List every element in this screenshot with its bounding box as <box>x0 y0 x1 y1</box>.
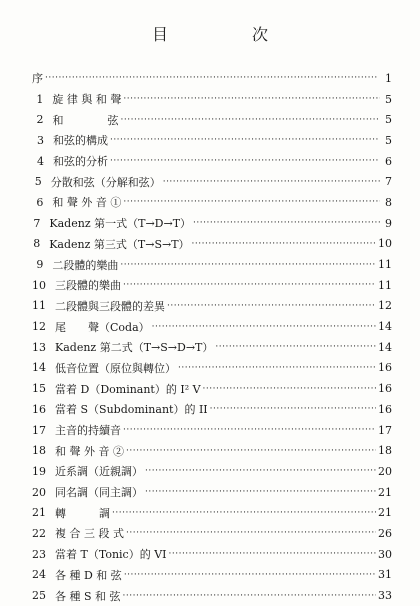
leader-dots <box>203 384 376 394</box>
entry-page: 31 <box>378 568 392 582</box>
toc-entry <box>32 523 392 544</box>
leader-dots <box>145 487 376 497</box>
toc-entry <box>32 130 392 151</box>
leader-dots <box>123 197 379 207</box>
leader-dots <box>120 260 376 270</box>
toc-entry <box>32 461 392 482</box>
leader-dots <box>215 342 376 352</box>
toc-entry <box>32 420 392 441</box>
entry-title: 和 聲 外 音 ① <box>52 196 122 210</box>
entry-page: 33 <box>378 589 392 603</box>
entry-number: 1 <box>36 92 44 106</box>
entry-title: 複 合 三 段 式 <box>55 527 124 541</box>
leader-dots <box>167 301 376 311</box>
entry-page: 20 <box>378 464 392 478</box>
entry-title: 近系調（近親調） <box>55 465 143 479</box>
toc-entry <box>32 109 392 130</box>
leader-dots <box>210 404 376 414</box>
leader-dots <box>152 322 376 332</box>
toc-entry <box>32 254 392 275</box>
entry-number: 20 <box>32 485 46 499</box>
entry-page: 1 <box>385 71 392 85</box>
entry-title: 分散和弦（分解和弦） <box>50 175 161 189</box>
leader-dots <box>123 94 379 104</box>
leader-dots <box>123 425 376 435</box>
entry-number: 12 <box>32 320 46 334</box>
entry-title: 二段體的樂曲 <box>52 258 119 272</box>
entry-page: 10 <box>378 237 392 251</box>
toc-entry <box>32 585 392 606</box>
entry-title: 和 弦 <box>52 113 119 127</box>
leader-dots <box>126 528 376 538</box>
toc-entry <box>32 275 392 296</box>
leader-dots <box>110 156 379 166</box>
entry-page: 9 <box>384 216 392 230</box>
entry-page: 26 <box>378 526 392 540</box>
leader-dots <box>126 446 376 456</box>
entry-page: 5 <box>385 92 393 106</box>
toc-entry <box>32 296 392 317</box>
toc-entry <box>32 482 392 503</box>
entry-title: Kadenz 第二式（T→S→D→T） <box>55 341 214 355</box>
entry-number: 7 <box>33 216 41 230</box>
entry-number: 10 <box>32 278 46 292</box>
entry-title: 和弦的構成 <box>52 134 108 148</box>
entry-title: 二段體與三段體的差異 <box>55 299 165 313</box>
entry-page: 17 <box>378 423 392 437</box>
toc-entry <box>32 316 392 337</box>
entry-number: 25 <box>32 589 46 603</box>
entry-title: 旋 律 與 和 聲 <box>52 93 122 107</box>
entry-title: 各 種 S 和 弦 <box>55 589 121 603</box>
entry-number: 22 <box>32 526 46 540</box>
entry-title: 同名調（同主調） <box>55 486 143 500</box>
entry-number: 2 <box>36 113 44 127</box>
toc-entry <box>32 502 392 523</box>
toc-entry <box>32 171 392 192</box>
toc-entry <box>32 234 392 255</box>
entry-page: 5 <box>385 113 393 127</box>
leader-dots <box>192 239 376 249</box>
entry-title: 序 <box>32 72 43 86</box>
entry-page: 11 <box>378 258 392 272</box>
toc-list <box>32 68 392 606</box>
leader-dots <box>123 280 376 290</box>
entry-page: 18 <box>378 444 392 458</box>
toc-entry <box>32 68 392 89</box>
entry-title: 轉 調 <box>55 506 110 520</box>
entry-title: Kadenz 第一式（T→D→T） <box>49 217 192 231</box>
entry-page: 16 <box>378 402 392 416</box>
entry-page: 16 <box>378 382 392 396</box>
entry-number: 21 <box>32 506 46 520</box>
leader-dots <box>169 549 377 559</box>
entry-page: 30 <box>378 547 392 561</box>
entry-title: 主音的持續音 <box>55 424 121 438</box>
toc-entry <box>32 213 392 234</box>
entry-page: 11 <box>378 278 392 292</box>
entry-number: 8 <box>33 237 41 251</box>
entry-title: 各 種 D 和 弦 <box>55 568 122 582</box>
entry-title: 當着 D（Dominant）的 I² V <box>55 382 201 396</box>
entry-number: 15 <box>32 382 46 396</box>
entry-number: 16 <box>32 402 46 416</box>
entry-number: 23 <box>32 547 46 561</box>
entry-number: 13 <box>32 340 46 354</box>
entry-number: 11 <box>32 299 46 313</box>
entry-title: 和 聲 外 音 ② <box>55 444 124 458</box>
entry-number: 17 <box>32 423 46 437</box>
entry-page: 6 <box>385 154 392 168</box>
entry-title: 尾 聲（Coda） <box>55 320 150 334</box>
entry-title: 當着 T（Tonic）的 VI <box>55 548 167 562</box>
entry-page: 14 <box>378 340 392 354</box>
entry-number: 5 <box>34 175 42 189</box>
toc-entry <box>32 399 392 420</box>
entry-number: 9 <box>36 258 44 272</box>
toc-entry <box>32 151 392 172</box>
toc-entry <box>32 440 392 461</box>
entry-page: 16 <box>378 361 392 375</box>
entry-title: Kadenz 第三式（T→S→T） <box>49 237 190 251</box>
entry-number: 19 <box>32 464 46 478</box>
toc-entry <box>32 337 392 358</box>
toc-entry <box>32 89 392 110</box>
entry-title: 三段體的樂曲 <box>55 279 121 293</box>
toc-entry <box>32 544 392 565</box>
entry-number: 18 <box>32 444 46 458</box>
entry-page: 5 <box>385 133 392 147</box>
entry-number: 4 <box>36 154 44 168</box>
entry-page: 8 <box>385 195 393 209</box>
entry-title: 當着 S（Subdominant）的 II <box>55 403 208 417</box>
leader-dots <box>112 508 376 518</box>
entry-page: 21 <box>378 485 392 499</box>
entry-page: 21 <box>378 506 392 520</box>
toc-entry <box>32 378 392 399</box>
entry-number: 6 <box>36 195 44 209</box>
page-title: 目 次 <box>151 25 302 44</box>
entry-number: 24 <box>32 568 46 582</box>
toc-entry <box>32 358 392 379</box>
leader-dots <box>193 218 382 228</box>
entry-title: 低音位置（原位與轉位） <box>55 361 176 375</box>
leader-dots <box>45 73 377 83</box>
leader-dots <box>145 466 376 476</box>
toc-entry <box>32 192 392 213</box>
leader-dots <box>163 177 382 187</box>
entry-page: 7 <box>385 175 392 189</box>
entry-page: 12 <box>378 299 392 313</box>
leader-dots <box>121 115 380 125</box>
entry-number: 14 <box>32 361 46 375</box>
leader-dots <box>178 363 376 373</box>
leader-dots <box>123 591 376 601</box>
leader-dots <box>110 135 379 145</box>
entry-page: 14 <box>378 320 392 334</box>
entry-title: 和弦的分析 <box>52 155 108 169</box>
entry-number: 3 <box>36 133 44 147</box>
